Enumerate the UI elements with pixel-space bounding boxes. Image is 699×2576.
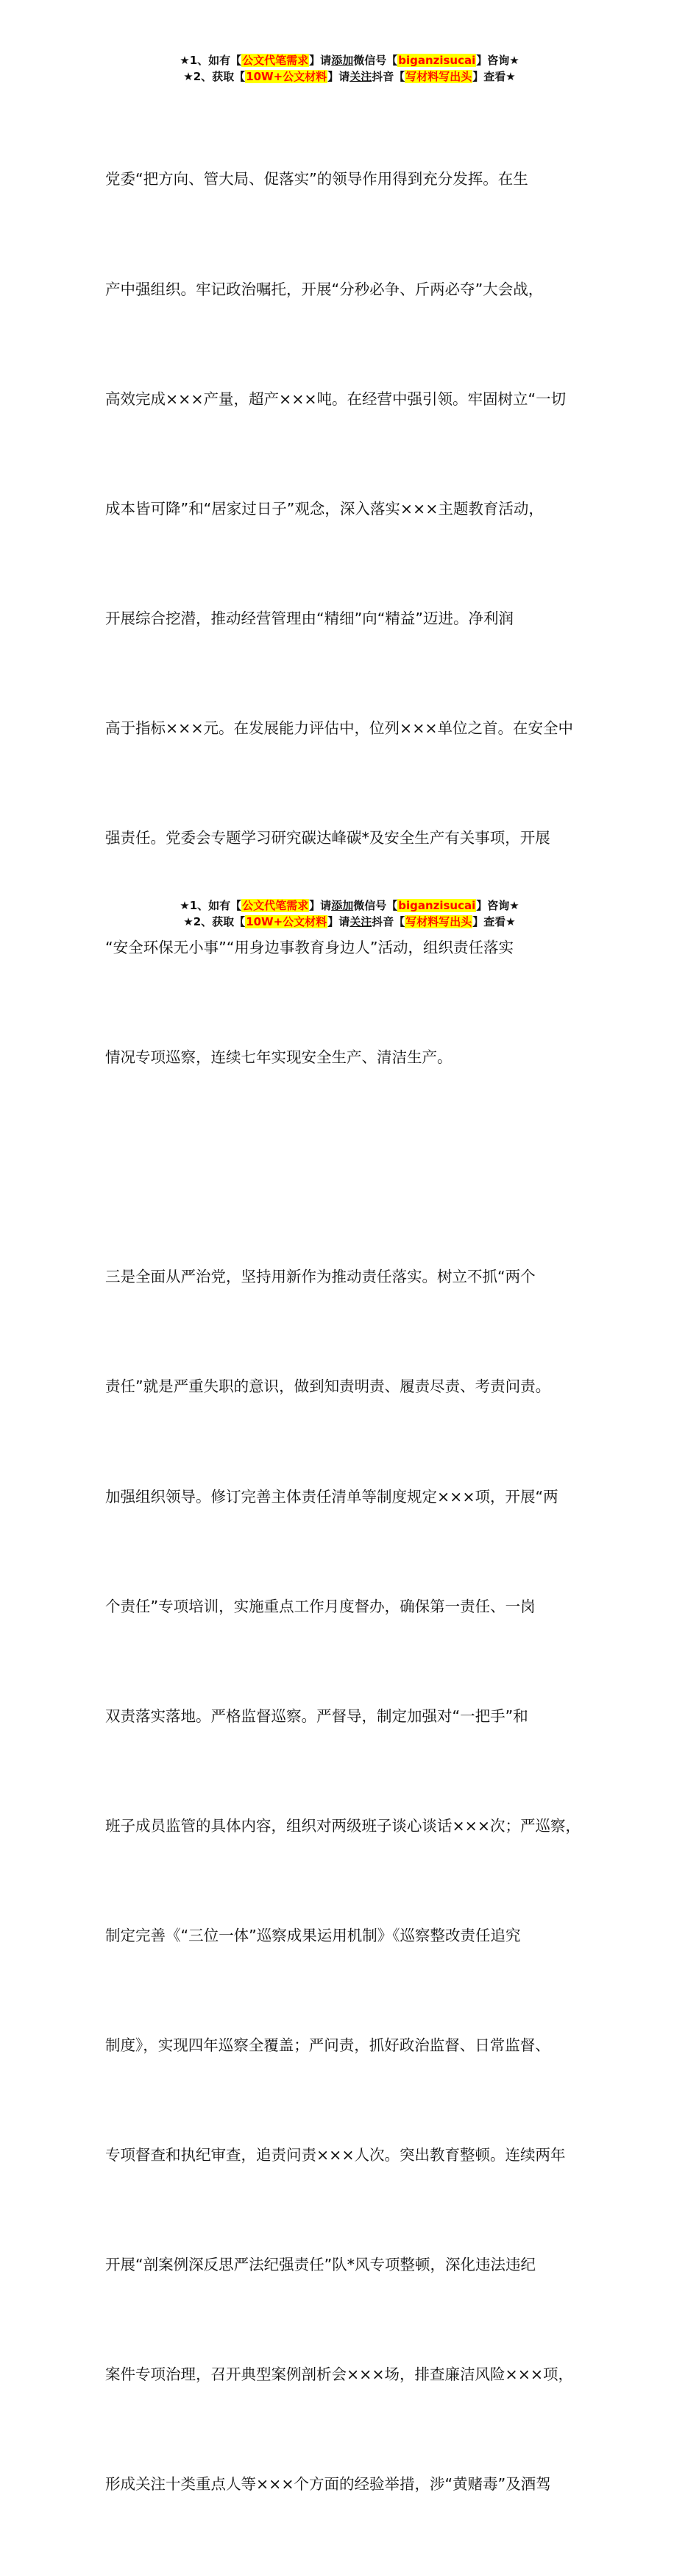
- banner-text: 】咨询★: [476, 899, 519, 912]
- banner-text: 抖音【: [372, 915, 405, 928]
- text-line: 制定完善《“三位一体”巡察成果运用机制》《巡察整改责任追究: [105, 1926, 521, 1944]
- banner-text: 微信号【: [353, 54, 398, 67]
- highlight-douyin-account: 写材料写出头: [405, 915, 472, 928]
- banner-text: ★1、如有【: [180, 899, 242, 912]
- banner-underlined-text: 关注: [350, 915, 372, 928]
- text-line: 高于指标×××元。在发展能力评估中，位列×××单位之首。在安全中: [105, 719, 574, 737]
- banner-underlined-text: 添加: [331, 899, 354, 912]
- text-line: 案件专项治理，召开典型案例剖析会×××场，排查廉洁风险×××项，: [105, 2365, 574, 2384]
- text-line: 形成关注十类重点人等×××个方面的经验举措，涉“黄赌毒”及酒驾: [105, 2475, 551, 2494]
- text-line: 制度》，实现四年巡察全覆盖；严问责，抓好政治监督、日常监督、: [105, 2036, 550, 2054]
- banner-text: 】请: [327, 70, 350, 83]
- banner-line-1: [0, 897, 699, 914]
- banner-text: 】查看★: [472, 70, 516, 83]
- text-line: 个责任”专项培训，实施重点工作月度督办，确保第一责任、一岗: [105, 1597, 536, 1615]
- highlight-douyin-account: 写材料写出头: [405, 70, 472, 83]
- text-line: 产中强组织。牢记政治嘱托，开展“分秒必争、斤两必夺”大会战，: [105, 280, 544, 298]
- highlight-materials: 10W+公文材料: [246, 70, 327, 83]
- paragraph-2: [105, 1186, 613, 2576]
- highlight-service: 公文代笔需求: [242, 899, 309, 912]
- banner-text: 微信号【: [353, 899, 398, 912]
- banner-text: ★2、获取【: [183, 915, 246, 928]
- footer-banner: [0, 897, 699, 930]
- banner-text: ★1、如有【: [180, 54, 242, 67]
- paragraph-1: [105, 88, 613, 1149]
- banner-text: 】咨询★: [476, 54, 519, 67]
- banner-underlined-text: 关注: [350, 70, 372, 83]
- text-line: 开展综合挖潜，推动经营管理由“精细”向“精益”迈进。净利润: [105, 609, 514, 627]
- banner-line-1: [0, 52, 699, 68]
- banner-text: 】请: [327, 915, 350, 928]
- text-line: 成本皆可降”和“居家过日子”观念，深入落实×××主题教育活动，: [105, 499, 544, 518]
- text-line: 强责任。党委会专题学习研究碳达峰碳*及安全生产有关事项，开展: [105, 828, 550, 847]
- text-line: 开展“剖案例深反思严法纪强责任”队*风专项整顿，深化违法违纪: [105, 2256, 536, 2274]
- highlight-service: 公文代笔需求: [242, 54, 309, 67]
- text-line: 加强组织领导。修订完善主体责任清单等制度规定×××项，开展“两: [105, 1487, 558, 1506]
- header-banner: [0, 52, 699, 85]
- banner-underlined-text: 添加: [331, 54, 354, 67]
- banner-text: 抖音【: [372, 70, 405, 83]
- text-line: 党委“把方向、管大局、促落实”的领导作用得到充分发挥。在生: [105, 170, 528, 188]
- text-line: 情况专项巡察，连续七年实现安全生产、清洁生产。: [105, 1048, 453, 1067]
- text-line: “安全环保无小事”“用身边事教育身边人”活动，组织责任落实: [105, 939, 514, 957]
- banner-line-2: [0, 914, 699, 930]
- text-line: 责任”就是严重失职的意识，做到知责明责、履责尽责、考责问责。: [105, 1377, 551, 1396]
- banner-text: 】查看★: [472, 915, 516, 928]
- banner-text: ★2、获取【: [183, 70, 246, 83]
- highlight-wechat-id: biganzisucai: [398, 54, 476, 67]
- highlight-materials: 10W+公文材料: [246, 915, 327, 928]
- text-line: 专项督查和执纪审查，追责问责×××人次。突出教育整顿。连续两年: [105, 2146, 566, 2164]
- banner-text: 】请: [309, 899, 332, 912]
- banner-text: 】请: [309, 54, 332, 67]
- highlight-wechat-id: biganzisucai: [398, 899, 476, 912]
- text-line: 三是全面从严治党，坚持用新作为推动责任落实。树立不抓“两个: [105, 1268, 536, 1286]
- document-body: [105, 88, 613, 2576]
- text-line: 双责落实落地。严格监督巡察。严督导，制定加强对“一把手”和: [105, 1707, 528, 1725]
- text-line: 高效完成×××产量，超产×××吨。在经营中强引领。牢固树立“一切: [105, 389, 567, 408]
- banner-line-2: [0, 68, 699, 85]
- text-line: 班子成员监管的具体内容，组织对两级班子谈心谈话×××次；严巡察，: [105, 1816, 581, 1835]
